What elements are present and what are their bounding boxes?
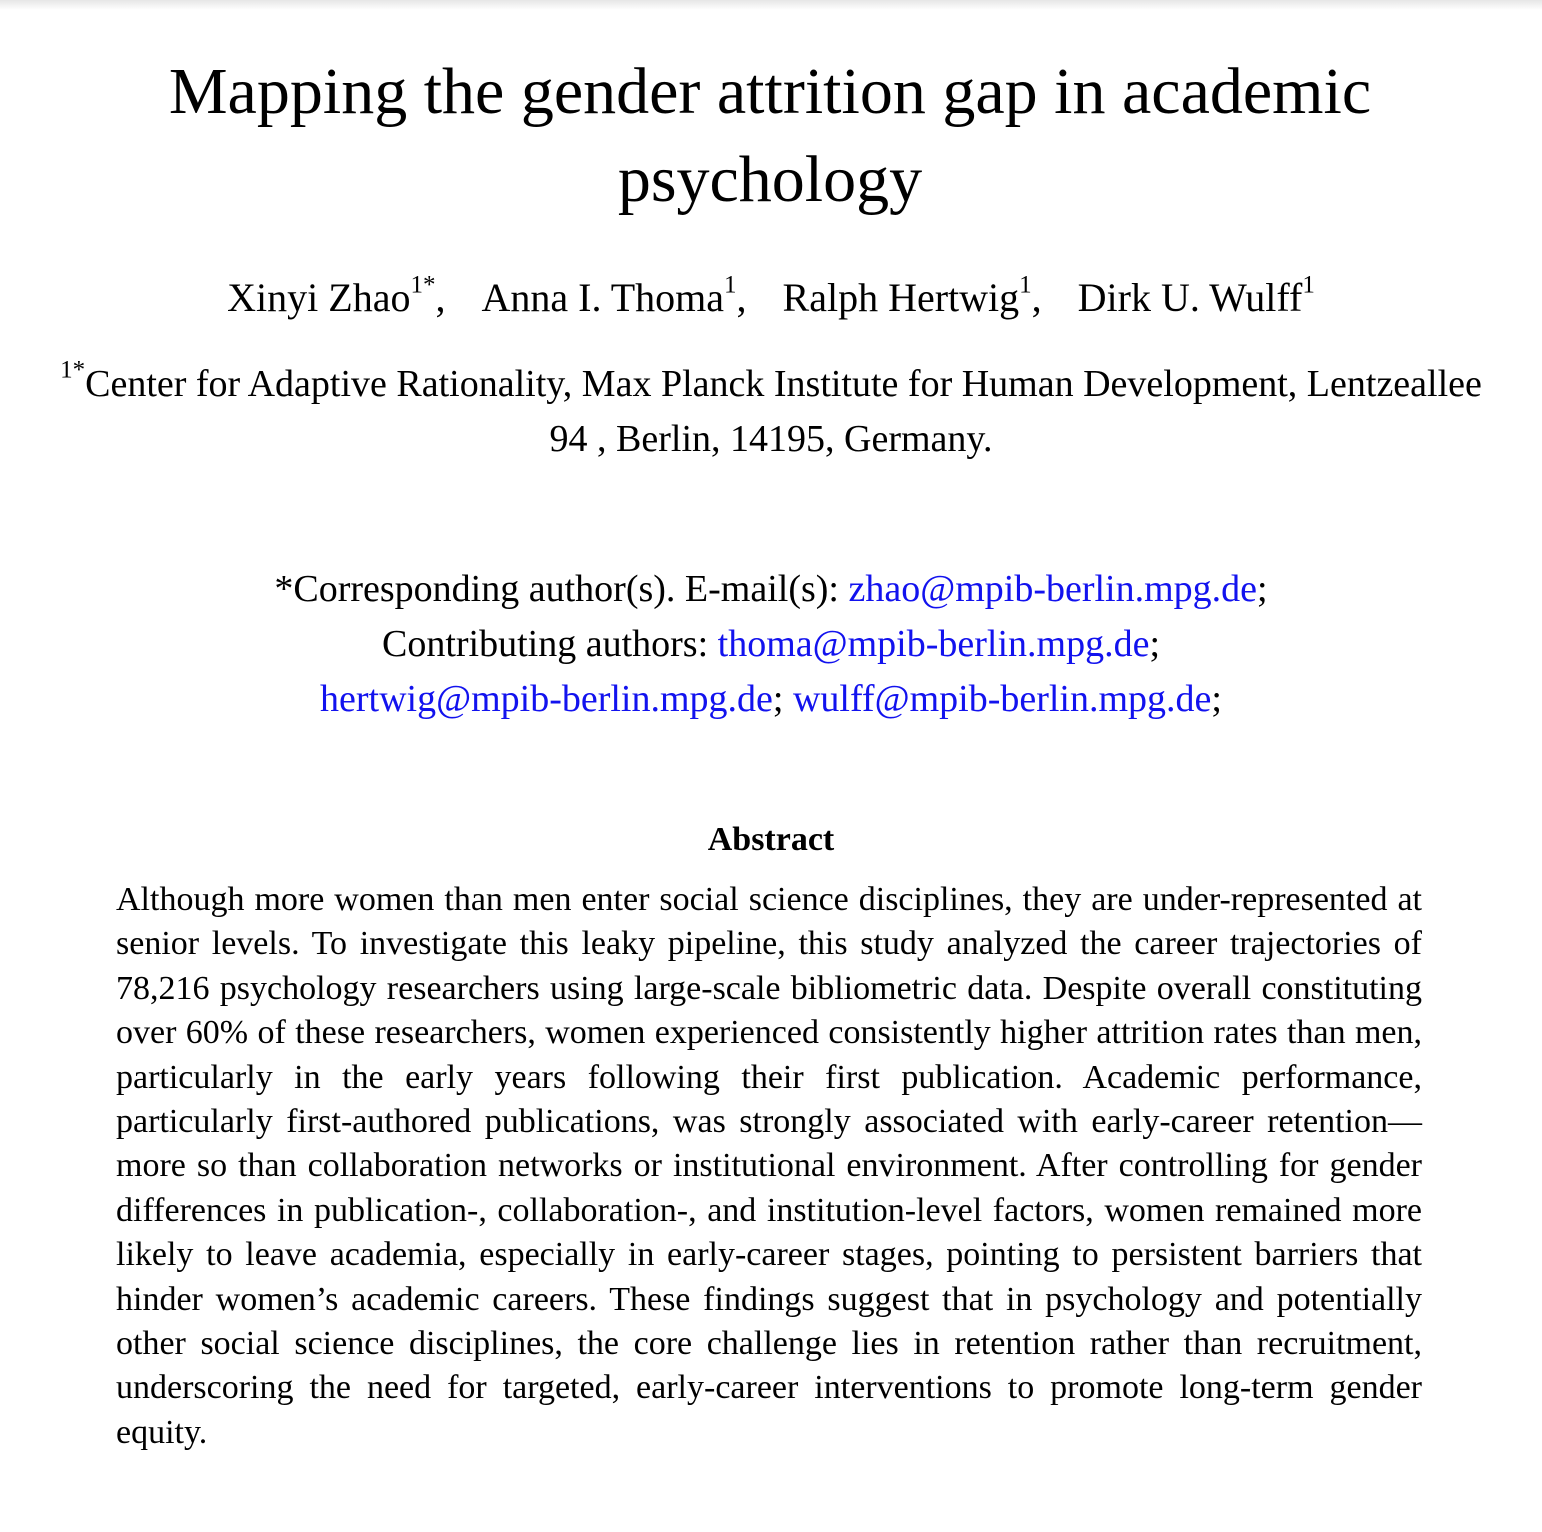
paper-title: Mapping the gender attrition gap in academic psychology (168, 55, 1372, 216)
author-separator: , (435, 275, 446, 320)
author-item (782, 271, 1042, 320)
author-item (227, 271, 446, 320)
affiliation (40, 357, 1502, 467)
author-separator: , (736, 275, 747, 320)
affiliation-marker: 1* (60, 356, 86, 384)
email-separator: ; (1149, 623, 1161, 665)
author-name: Anna I. Thoma (481, 275, 725, 320)
correspondence-block (40, 562, 1502, 727)
abstract-heading: Abstract (707, 821, 835, 858)
contributing-email-link[interactable]: hertwig@mpib-berlin.mpg.de (320, 678, 773, 720)
author-name: Dirk U. Wulff (1077, 275, 1303, 320)
author-name: Xinyi Zhao (227, 275, 411, 320)
email-separator: ; (1211, 678, 1222, 720)
affiliation-text: Center for Adaptive Rationality, Max Planck Institute for Human Development, Lentzeallee 94 , Berlin, 14195, Germany. (85, 363, 1482, 460)
abstract-text: Although more women than men enter social science disciplines, they are under-represented at senior levels. To investigate this leaky pipeline, this study analyzed the career trajectories of 78,216 psychology researchers using large-scale bibliometric data. Despite overall constituting over 60% of these researchers, women experienced consistently higher attrition rates than men, particularly in the early years following their first publication. Academic performance, particularly first-authored publications, was strongly associated with early-career retention—more so than collaboration networks or institutional environment. After controlling for gender differences in publication-, collaboration-, and institution-level factors, women remained more likely to leave academia, especially in early-career stages, pointing to persistent barriers that hinder women’s academic careers. These findings suggest that in psychology and potentially other social science disciplines, the core challenge lies in retention rather than recruitment, underscoring the need for targeted, early-career interventions to promote long-term gender equity. (116, 881, 1422, 1451)
email-separator: ; (1257, 568, 1268, 610)
contributing-authors-label: Contributing authors: (381, 623, 718, 665)
contributing-email-link[interactable]: wulff@mpib-berlin.mpg.de (792, 678, 1212, 720)
author-separator: , (1031, 275, 1042, 320)
author-list (0, 272, 1542, 324)
corresponding-email-link[interactable]: zhao@mpib-berlin.mpg.de (848, 568, 1258, 610)
author-item (481, 271, 747, 320)
author-affiliation-marker: 1 (1019, 271, 1032, 299)
author-affiliation-marker: 1 (1302, 271, 1315, 299)
author-affiliation-marker: 1* (410, 271, 436, 299)
author-name: Ralph Hertwig (782, 275, 1020, 320)
email-separator: ; (772, 678, 784, 720)
contributing-email-link[interactable]: thoma@mpib-berlin.mpg.de (717, 623, 1150, 665)
corresponding-author-label: *Corresponding author(s). E-mail(s): (274, 568, 849, 610)
author-affiliation-marker: 1 (724, 271, 737, 299)
author-item (1077, 271, 1315, 320)
